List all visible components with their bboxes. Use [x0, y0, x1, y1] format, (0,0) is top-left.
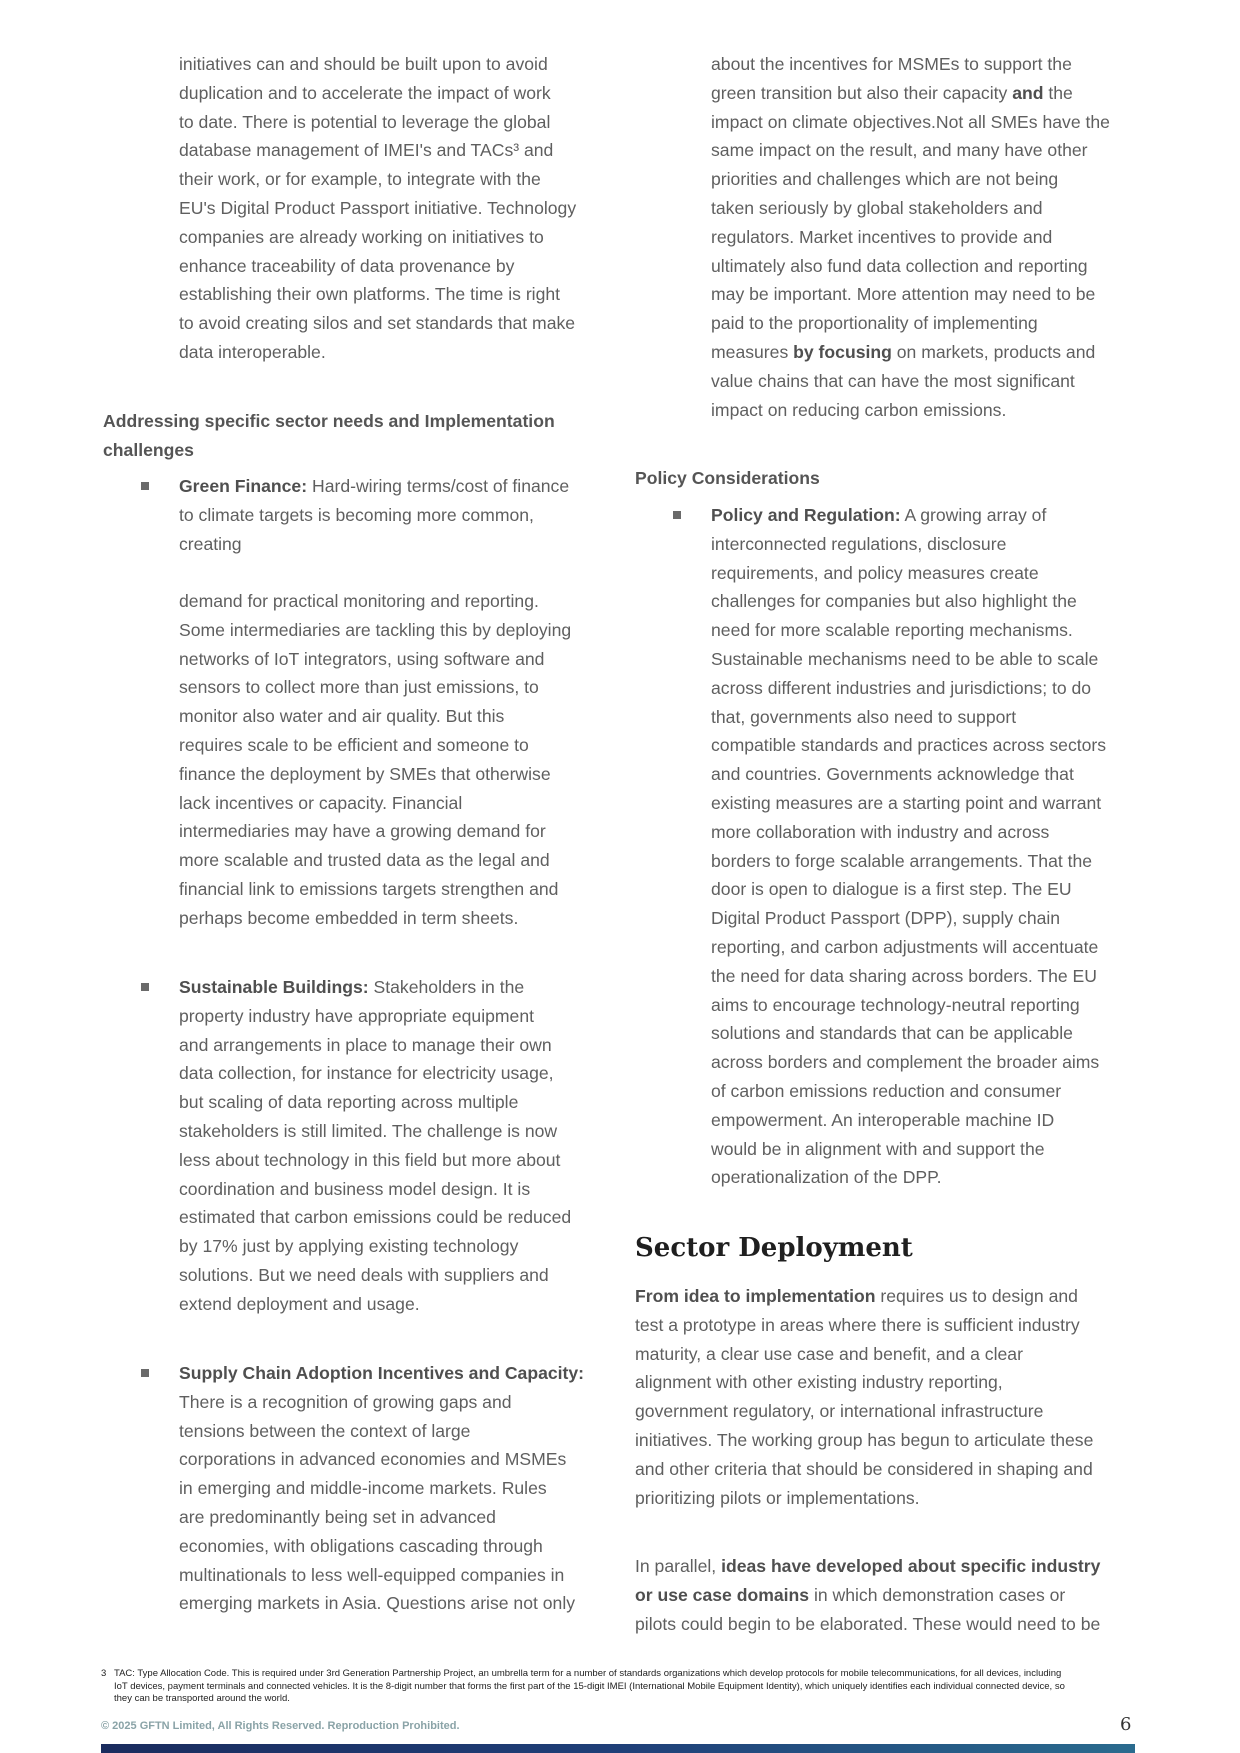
- item-label: Sustainable Buildings:: [179, 977, 369, 997]
- body-line: test a prototype in areas where there is sufficient industry: [635, 1314, 1080, 1335]
- item-first-line: [179, 973, 619, 1002]
- policy-regulation-item: [711, 501, 1151, 1192]
- right-continued: [711, 50, 1151, 424]
- body-line: database management of IMEI's and TACs³ and: [179, 140, 554, 161]
- body-line: extend deployment and usage.: [179, 1293, 420, 1314]
- body-line: that, governments also need to support: [711, 706, 1017, 727]
- body-line: across different industries and jurisdictions; to do: [711, 677, 1092, 698]
- footnote-text: TAC: Type Allocation Code. This is required under 3rd Generation Partnership Project, an umbrella term for a number of standards organizations which develop protocols for mobile telecommunications, for all devices, including IoT devices, payment terminals and connected vehicles. It is the 8-digit number that forms the first part of the 15-digit IMEI (International Mobile Equipment Identity), which uniquely identifies each individual connected device, so they can be transported around the world.: [114, 1668, 1065, 1704]
- body-line: value chains that can have the most significant: [711, 370, 1075, 391]
- text-run: the: [1043, 82, 1073, 103]
- body-line: duplication and to accelerate the impact of work: [179, 82, 551, 103]
- text-run: In parallel,: [635, 1556, 722, 1576]
- body-line: by 17% just by applying existing technology: [179, 1236, 519, 1257]
- text-run: green transition but also their capacity: [711, 82, 1013, 103]
- body-line: regulators. Market incentives to provide and: [711, 226, 1053, 247]
- body-line: requires scale to be efficient and someone to: [179, 734, 529, 755]
- body-line: coordination and business model design. It is: [179, 1178, 531, 1199]
- policy-heading: [635, 464, 1135, 493]
- body-line: emerging markets in Asia. Questions arise not only: [179, 1593, 576, 1614]
- body-line: data interoperable.: [179, 341, 326, 362]
- body-line: financial link to emissions targets strengthen and: [179, 878, 559, 899]
- text-run: measures: [711, 341, 794, 362]
- heading-line: challenges: [103, 439, 194, 460]
- body-line: maturity, a clear use case and benefit, and a clear: [635, 1343, 1023, 1364]
- body-line: more scalable and trusted data as the legal and: [179, 850, 550, 871]
- body-line: requirements, and policy measures create: [711, 562, 1039, 583]
- item-text: A growing array of: [900, 505, 1047, 525]
- item-text: Hard-wiring terms/cost of finance: [307, 476, 570, 496]
- body-line: paid to the proportionality of implementing: [711, 313, 1038, 334]
- bullet-icon: [673, 511, 681, 519]
- body-line: challenges for companies but also highlight the: [711, 591, 1077, 612]
- body-line: impact on reducing carbon emissions.: [711, 399, 1007, 420]
- body-line: to date. There is potential to leverage the global: [179, 111, 551, 132]
- body-line: prioritizing pilots or implementations.: [635, 1487, 920, 1508]
- parallel-paragraph: [635, 1552, 1135, 1638]
- body-line: creating: [179, 533, 242, 554]
- body-line: corporations in advanced economies and MSMEs: [179, 1449, 567, 1470]
- body-line: empowerment. An interoperable machine ID: [711, 1109, 1055, 1130]
- body-line: multinationals to less well-equipped companies in: [179, 1564, 565, 1585]
- body-line: interconnected regulations, disclosure: [711, 533, 1007, 554]
- body-line: and other criteria that should be considered in shaping and: [635, 1458, 1093, 1479]
- green-finance-item: [179, 472, 619, 558]
- green-finance-continued: [179, 587, 619, 933]
- body-line: alignment with other existing industry reporting,: [635, 1372, 1003, 1393]
- body-line: monitor also water and air quality. But this: [179, 706, 505, 727]
- sustainable-buildings-item: [179, 973, 619, 1319]
- emphasis: ideas have developed about specific industry: [721, 1556, 1101, 1576]
- item-first-line: [711, 501, 1151, 530]
- footnote-number: 3: [101, 1668, 107, 1679]
- body-line: enhance traceability of data provenance by: [179, 255, 515, 276]
- page-number: 6: [1120, 1714, 1132, 1735]
- body-line: lack incentives or capacity. Financial: [179, 792, 463, 813]
- body-line: establishing their own platforms. The time is right: [179, 284, 561, 305]
- bullet-icon: [141, 983, 149, 991]
- body-line: to climate targets is becoming more common,: [179, 504, 534, 525]
- body-line: priorities and challenges which are not being: [711, 169, 1059, 190]
- body-line: impact on climate objectives.Not all SMEs have the: [711, 111, 1110, 132]
- copyright-notice: © 2025 GFTN Limited, All Rights Reserved. Reproduction Prohibited.: [101, 1720, 460, 1732]
- bullet-icon: [141, 1369, 149, 1377]
- body-line: need for more scalable reporting mechanisms.: [711, 620, 1073, 641]
- body-line: solutions. But we need deals with suppliers and: [179, 1264, 549, 1285]
- body-line: but scaling of data reporting across multiple: [179, 1092, 519, 1113]
- body-line: their work, or for example, to integrate with the: [179, 169, 541, 190]
- heading-line: Addressing specific sector needs and Implementation: [103, 411, 555, 431]
- heading-line: Policy Considerations: [635, 468, 820, 488]
- bullet-icon: [141, 482, 149, 490]
- body-line: may be important. More attention may need to be: [711, 284, 1096, 305]
- body-line: companies are already working on initiatives to: [179, 226, 544, 247]
- body-line: aims to encourage technology-neutral reporting: [711, 994, 1080, 1015]
- body-line: perhaps become embedded in term sheets.: [179, 907, 519, 928]
- body-line: borders to forge scalable arrangements. That the: [711, 850, 1093, 871]
- item-first-line: [179, 1359, 619, 1388]
- body-line: intermediaries may have a growing demand for: [179, 821, 546, 842]
- body-line: [711, 79, 1151, 108]
- body-line: Digital Product Passport (DPP), supply chain: [711, 908, 1061, 929]
- text-run: requires us to design and: [875, 1286, 1078, 1306]
- section-title: Sector Deployment: [635, 1233, 913, 1263]
- item-first-line: [179, 472, 619, 501]
- item-label: Green Finance:: [179, 476, 308, 496]
- body-line: EU's Digital Product Passport initiative. Technology: [179, 197, 577, 218]
- body-line: taken seriously by global stakeholders and: [711, 197, 1043, 218]
- emphasis: or use case domains: [635, 1584, 810, 1605]
- body-line: and arrangements in place to manage their own: [179, 1034, 552, 1055]
- emphasis: From idea to implementation: [635, 1286, 876, 1306]
- body-line: same impact on the result, and many have other: [711, 140, 1088, 161]
- body-line: about the incentives for MSMEs to support the: [711, 54, 1072, 74]
- emphasis: by focusing: [793, 341, 892, 362]
- body-line: demand for practical monitoring and reporting.: [179, 591, 539, 611]
- body-line: less about technology in this field but more about: [179, 1149, 561, 1170]
- body-line: existing measures are a starting point and warrant: [711, 792, 1102, 813]
- body-line: estimated that carbon emissions could be reduced: [179, 1207, 572, 1228]
- body-line: initiatives can and should be built upon to avoid: [179, 54, 548, 74]
- body-line: across borders and complement the broader aims: [711, 1052, 1100, 1073]
- body-line: government regulatory, or international infrastructure: [635, 1401, 1044, 1422]
- body-line: solutions and standards that can be applicable: [711, 1023, 1073, 1044]
- section-heading: [103, 407, 623, 465]
- body-line: ultimately also fund data collection and reporting: [711, 255, 1088, 276]
- body-line: to avoid creating silos and set standards that make: [179, 313, 576, 334]
- body-line: of carbon emissions reduction and consumer: [711, 1080, 1062, 1101]
- item-first-line: [635, 1552, 1135, 1581]
- body-line: the need for data sharing across borders. The EU: [711, 965, 1097, 986]
- body-line: door is open to dialogue is a first step. The EU: [711, 879, 1072, 900]
- body-line: and countries. Governments acknowledge that: [711, 764, 1074, 785]
- body-line: stakeholders is still limited. The challenge is now: [179, 1120, 558, 1141]
- item-label: Supply Chain Adoption Incentives and Capacity:: [179, 1363, 585, 1383]
- body-line: finance the deployment by SMEs that otherwise: [179, 763, 551, 784]
- item-label: Policy and Regulation:: [711, 505, 901, 525]
- left-intro: [179, 50, 619, 367]
- body-line: in emerging and middle-income markets. Rules: [179, 1478, 547, 1499]
- body-line: initiatives. The working group has begun to articulate these: [635, 1429, 1094, 1450]
- footer-bar: [101, 1744, 1135, 1753]
- body-line: data collection, for instance for electricity usage,: [179, 1063, 554, 1084]
- body-line: Some intermediaries are tackling this by deploying: [179, 619, 572, 640]
- text-run: on markets, products and: [891, 341, 1096, 362]
- body-line: [711, 338, 1151, 367]
- sector-paragraph: [635, 1282, 1135, 1512]
- body-line: networks of IoT integrators, using software and: [179, 648, 545, 669]
- body-line: would be in alignment with and support the: [711, 1138, 1045, 1159]
- body-line: sensors to collect more than just emissions, to: [179, 677, 539, 698]
- item-first-line: [635, 1282, 1135, 1311]
- body-line: property industry have appropriate equipment: [179, 1005, 535, 1026]
- body-line: are predominantly being set in advanced: [179, 1506, 496, 1527]
- body-line: compatible standards and practices across sectors: [711, 735, 1107, 756]
- body-line: There is a recognition of growing gaps and: [179, 1391, 512, 1412]
- item-text: Stakeholders in the: [368, 977, 525, 997]
- body-line: tensions between the context of large: [179, 1420, 471, 1441]
- supply-chain-item: [179, 1359, 619, 1618]
- emphasis: and: [1012, 82, 1044, 103]
- body-line: operationalization of the DPP.: [711, 1167, 942, 1188]
- text-run: in which demonstration cases or: [809, 1584, 1066, 1605]
- body-line: Sustainable mechanisms need to be able to scale: [711, 648, 1099, 669]
- body-line: [635, 1581, 1135, 1610]
- body-line: more collaboration with industry and across: [711, 821, 1050, 842]
- body-line: economies, with obligations cascading through: [179, 1535, 543, 1556]
- body-line: reporting, and carbon adjustments will accentuate: [711, 936, 1099, 957]
- body-line: pilots could begin to be elaborated. These would need to be: [635, 1613, 1101, 1634]
